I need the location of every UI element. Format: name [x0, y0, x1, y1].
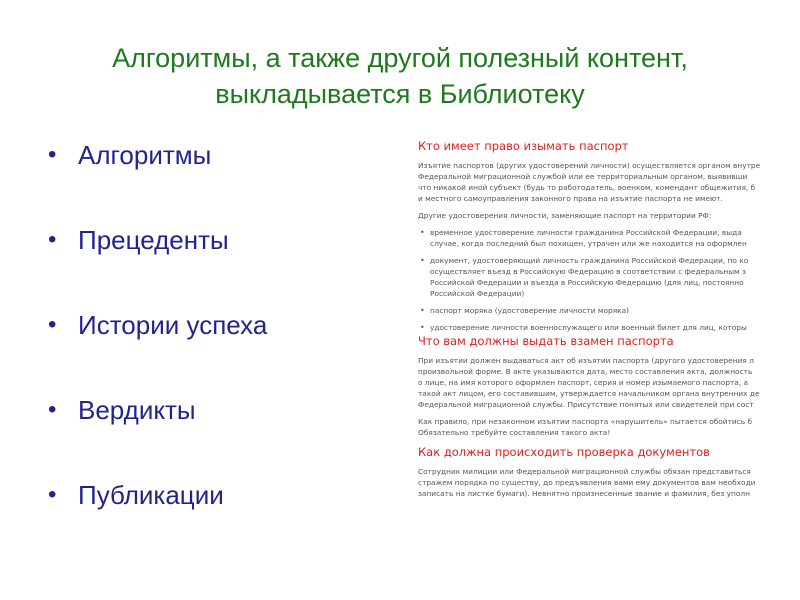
doc-list-item: [418, 227, 760, 249]
doc-line: случае, когда последний был похищен, утрачен или же находится на оформлен: [430, 239, 747, 248]
bullet-item: [48, 395, 267, 480]
bullet-text: Публикации: [78, 480, 224, 510]
doc-list-item: [418, 305, 760, 316]
doc-line: такой акт лицом, его составившим, утверждается начальником органа внутренних де: [418, 389, 760, 398]
doc-list-item: [418, 322, 760, 333]
doc-line: Как правило, при незаконном изъятии паспорта «нарушитель» пытается обойтись б: [418, 417, 753, 426]
doc-line: Федеральной миграционной службой или ее территориальным органом, выявивши: [418, 172, 748, 181]
doc-line: о лице, на имя которого оформлен паспорт, серия и номер изымаемого паспорта, а: [418, 378, 749, 387]
bullet-dot-icon: •: [48, 141, 57, 168]
bullet-text: Истории успеха: [78, 310, 268, 340]
doc-line: • паспорт моряка (удостоверение личности моряка): [430, 306, 630, 315]
section-heading: Как должна происходить проверка документов: [418, 445, 710, 459]
bullet-dot-icon: •: [48, 226, 57, 253]
doc-line: • удостоверение личности военнослужащего или военный билет для лиц, которы: [430, 323, 747, 332]
doc-line: Обязательно требуйте составления такого акта!: [418, 428, 611, 437]
doc-line: что никакой иной субъект (будь то работодатель, военком, комендант общежития, б: [418, 183, 756, 192]
bullet-dot-icon: •: [48, 311, 57, 338]
bullet-text: Вердикты: [78, 395, 196, 425]
doc-line: и местного самоуправления законного права на изъятие паспорта не имеют.: [418, 194, 723, 203]
doc-line: осуществляет въезд в Российскую Федерацию в соответствии с федеральным з: [430, 267, 746, 276]
doc-line: Изъятие паспортов (других удостоверений личности) осуществляется органом внутре: [418, 161, 760, 170]
bullet-text: Прецеденты: [78, 225, 229, 255]
bullet-dot-icon: •: [48, 481, 57, 508]
doc-line: Российской Федерации и въезда в Российскую Федерацию (для лиц, постоянно: [430, 278, 744, 287]
doc-line: записать на листке бумаги). Невнятно произнесенные звание и фамилия, без уполн: [418, 489, 750, 498]
doc-line: Российской Федерации): [430, 289, 525, 298]
bullet-dot-icon: •: [48, 396, 57, 423]
doc-line: • документ, удостоверяющий личность гражданина Российской Федерации, по ко: [430, 256, 749, 265]
bullet-text: Алгоритмы: [78, 140, 212, 170]
document-screenshot: [418, 138, 760, 542]
bullet-item: [48, 140, 267, 225]
section-heading: Что вам должны выдать взамен паспорта: [418, 334, 674, 348]
bullet-item: [48, 310, 267, 395]
slide-title: [40, 40, 760, 112]
doc-line: Другие удостоверения личности, заменяющие паспорт на территории РФ:: [418, 211, 712, 220]
doc-line: произвольной форме. В акте указываются дата, место составления акта, должность: [418, 367, 753, 376]
slide-title-line-1: Алгоритмы, а также другой полезный контент,: [112, 43, 688, 73]
section-heading: Кто имеет право изымать паспорт: [418, 139, 629, 153]
doc-line: стражем порядка по существу, до предъявления вами ему документов вам необходи: [418, 478, 756, 487]
bullet-item: [48, 480, 267, 565]
slide-title-line-2: выкладывается в Библиотеку: [215, 79, 585, 109]
doc-list-item: [418, 255, 760, 299]
doc-line: Сотрудник милиции или Федеральной миграционной службы обязан представиться: [418, 467, 751, 476]
doc-list: [418, 227, 760, 333]
doc-line: При изъятии должен выдаваться акт об изъятии паспорта (другого удостоверения л: [418, 356, 754, 365]
doc-line: Федеральной миграционной службы. Присутствие понятых или свидетелей при сост: [418, 400, 754, 409]
bullet-item: [48, 225, 267, 310]
doc-line: • временное удостоверение личности гражданина Российской Федерации, выда: [430, 228, 742, 237]
bullet-list: [48, 140, 267, 565]
